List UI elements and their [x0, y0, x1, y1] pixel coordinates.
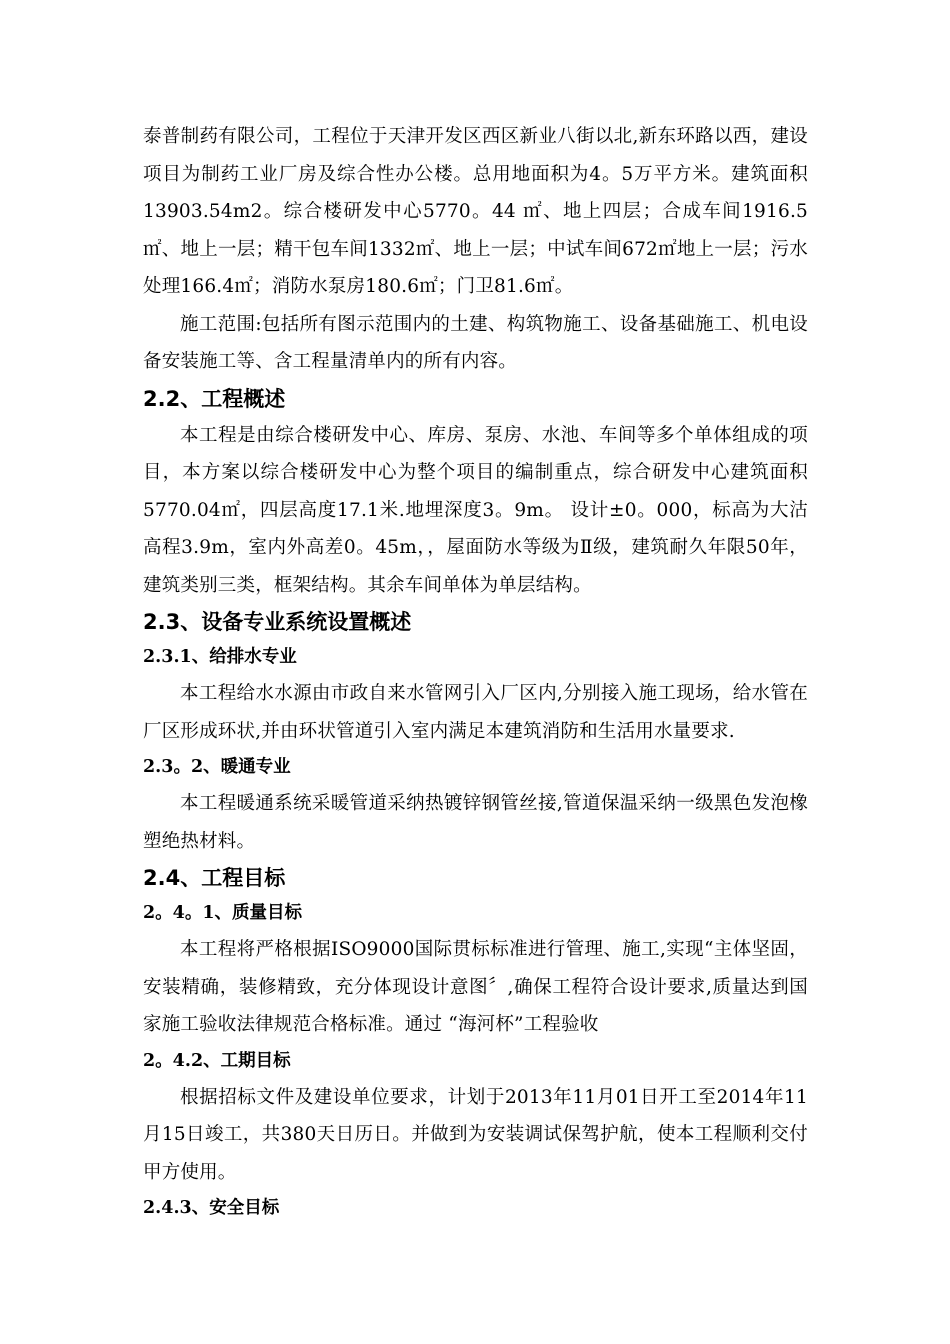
document-page	[143, 118, 808, 1226]
quality-goal-paragraph: 本工程将严格根据ISO9000国际贯标标准进行管理、施工,实现“主体坚固，安装精确，装修精致，充分体现设计意图〞,确保工程符合设计要求,质量达到国家施工验收法律规范合格标准。通过 “海河杯”工程验收	[143, 939, 808, 1035]
subsection-heading-2-4-3: 2.4.3、安全目标	[143, 1198, 280, 1218]
subsection-heading-2-4-1: 2。4。1、质量目标	[143, 903, 303, 923]
hvac-paragraph: 本工程暖通系统采暖管道采纳热镀锌钢管丝接,管道保温采纳一级黑色发泡橡塑绝热材料。	[143, 793, 808, 852]
subsection-heading-2-3-2: 2.3。2、暖通专业	[143, 757, 291, 777]
section-heading-2-4: 2.4、工程目标	[143, 866, 286, 890]
intro-paragraph: 泰普制药有限公司，工程位于天津开发区西区新业八街以北,新东环路以西，建设项目为制药工业厂房及综合性办公楼。总用地面积为4。5万平方米。建筑面积13903.54m2。综合楼研发中心5770。44 ㎡、地上四层；合成车间1916.5㎡、地上一层；精干包车间1332㎡、地上一层；中试车间672㎡地上一层；污水处理166.4㎡；消防水泵房180.6㎡；门卫81.6㎡。	[143, 126, 808, 297]
subsection-heading-2-4-2: 2。4.2、工期目标	[143, 1050, 291, 1071]
water-supply-paragraph: 本工程给水水源由市政自来水管网引入厂区内,分别接入施工现场，给水管在厂区形成环状,并由环状管道引入室内满足本建筑消防和生活用水量要求.	[143, 683, 808, 742]
scope-paragraph: 施工范围:包括所有图示范围内的土建、构筑物施工、设备基础施工、机电设备安装施工等、含工程量清单内的所有内容。	[143, 313, 808, 372]
section-heading-2-2: 2.2、工程概述	[143, 386, 286, 411]
overview-paragraph: 本工程是由综合楼研发中心、库房、泵房、水池、车间等多个单体组成的项目，本方案以综合楼研发中心为整个项目的编制重点，综合研发中心建筑面积5770.04㎡，四层高度17.1米.地埋深度3。9m。 设计±0。000，标高为大沽高程3.9m，室内外高差0。45m，，屋面防水等级为Ⅱ级，建筑耐久年限50年，建筑类别三类，框架结构。其余车间单体为单层结构。	[143, 424, 808, 596]
section-heading-2-3: 2.3、设备专业系统设置概述	[143, 610, 412, 634]
schedule-goal-paragraph: 根据招标文件及建设单位要求，计划于2013年11月01日开工至2014年11月15日竣工，共380天日历日。并做到为安装调试保驾护航，使本工程顺利交付甲方使用。	[143, 1086, 808, 1183]
subsection-heading-2-3-1: 2.3.1、给排水专业	[143, 647, 297, 667]
